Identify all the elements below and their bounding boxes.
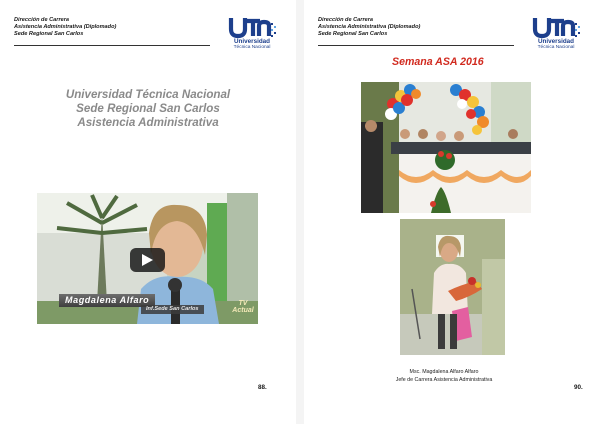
play-button[interactable] bbox=[130, 248, 165, 272]
header-line-3: Sede Regional San Carlos bbox=[14, 31, 84, 38]
event-photo bbox=[361, 82, 531, 213]
event-photo-image bbox=[361, 82, 531, 213]
header-text bbox=[318, 17, 514, 39]
logo-wordmark: Universidad bbox=[537, 38, 575, 45]
header-divider bbox=[14, 45, 210, 46]
page-number: 88. bbox=[258, 384, 267, 391]
header-line-2: Asistencia Administrativa (Diplomado) bbox=[318, 24, 421, 31]
utn-logo bbox=[530, 14, 586, 56]
caption-line-1: Msc. Magdalena Alfaro Alfaro bbox=[409, 369, 479, 375]
video-player[interactable] bbox=[37, 193, 258, 324]
caption-line-2: Jefe de Carrera Asistencia Administrativa bbox=[395, 376, 493, 383]
tv-actual-logo bbox=[231, 300, 255, 315]
portrait-photo bbox=[400, 219, 505, 355]
page-title bbox=[40, 88, 256, 131]
tv-logo-line-2: Actual bbox=[232, 307, 254, 315]
right-page bbox=[304, 0, 600, 424]
title-line-2: Sede Regional San Carlos bbox=[76, 102, 220, 116]
utn-logo bbox=[226, 14, 282, 56]
play-icon bbox=[142, 254, 153, 266]
name-banner: Magdalena Alfaro bbox=[59, 294, 155, 307]
page-number: 90. bbox=[574, 384, 583, 391]
left-page bbox=[0, 0, 296, 424]
header-line-2: Asistencia Administrativa (Diplomado) bbox=[14, 24, 117, 31]
header-text bbox=[14, 17, 210, 39]
page-gutter bbox=[296, 0, 304, 424]
logo-wordmark: Universidad bbox=[233, 38, 271, 45]
utn-logo-mark bbox=[226, 14, 278, 40]
logo-subtitle: Técnica Nacional bbox=[537, 45, 575, 50]
header-line-1: Dirección de Carrera bbox=[14, 17, 70, 23]
section-title: Semana ASA 2016 bbox=[392, 56, 484, 68]
subtitle-banner: Inf.Sede San Carlos bbox=[141, 305, 204, 314]
portrait-photo-image bbox=[400, 219, 505, 355]
title-line-1: Universidad Técnica Nacional bbox=[65, 88, 231, 101]
header-divider bbox=[318, 45, 514, 46]
header-line-3: Sede Regional San Carlos bbox=[318, 31, 388, 38]
photo-caption bbox=[364, 369, 524, 384]
utn-logo-mark bbox=[530, 14, 582, 40]
header-line-1: Dirección de Carrera bbox=[318, 17, 374, 23]
tv-logo-line-1: TV bbox=[238, 300, 248, 307]
title-line-3: Asistencia Administrativa bbox=[77, 116, 219, 130]
logo-subtitle: Técnica Nacional bbox=[233, 45, 271, 50]
